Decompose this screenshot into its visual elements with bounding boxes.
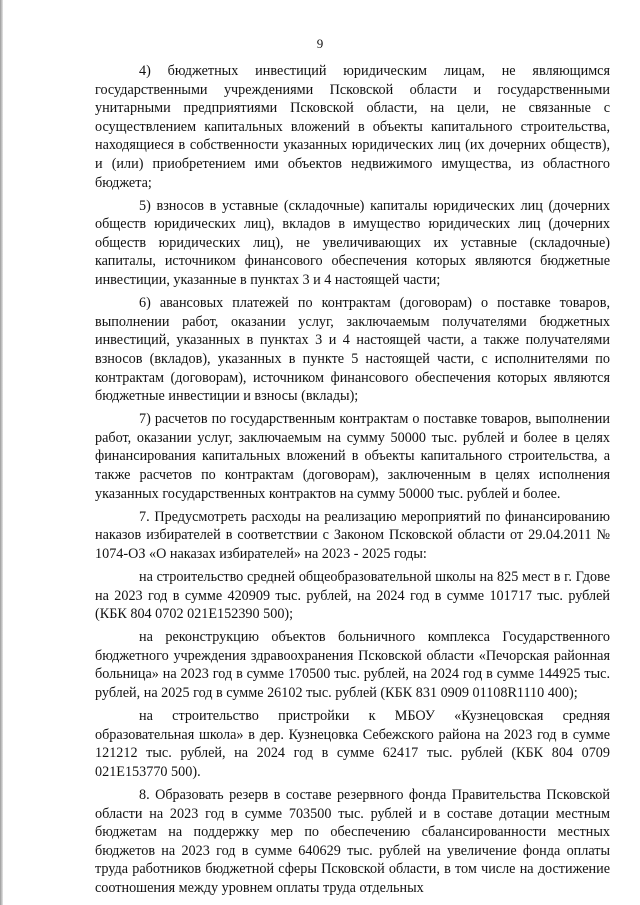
paragraph-school-kuznetsovka: на строительство пристройки к МБОУ «Кузнецовская средняя образовательная школа» в дер. Кузнецовка Себежского района на 2023 год в сумме 121212 тыс. рублей, на 2024 год в сумме 62417 тыс. рублей (КБК 804 0709 021Е153770 500). (95, 708, 610, 780)
paragraph-item-5: 5) взносов в уставные (складочные) капиталы юридических лиц (дочерних обществ юридических лиц), вкладов в имущество юридических лиц (дочерних обществ юридических лиц), не увеличивающих их уставные (складочные) капиталы, источником финансового обеспечения которых являются бюджетные инвестиции, указанные в пунктах 3 и 4 настоящей части; (95, 197, 610, 289)
paragraph-item-6: 6) авансовых платежей по контрактам (договорам) о поставке товаров, выполнении работ, оказании услуг, заключаемым получателями бюджетных инвестиций, указанных в пунктах 3 и 4 настоящей части, а также получателями взносов (вкладов), указанных в пункте 5 настоящей части, с исполнителями по контрактам (договорам), источником финансового обеспечения которых являются бюджетные инвестиции и взносы (вклады); (95, 295, 610, 405)
paragraph-item-4: 4) бюджетных инвестиций юридическим лицам, не являющимся государственными учреждениями Псковской области и государственными унитарными предприятиями Псковской области, на цели, не связанные с осуществлением капитальных вложений в объекты капитального строительства, находящиеся в собственности указанных юридических лиц (их дочерних обществ), и (или) приобретением ими объектов недвижимого имущества, из областного бюджета; (95, 63, 610, 191)
paragraph-section-8: 8. Образовать резерв в составе резервного фонда Правительства Псковской области на 2023 год в сумме 703500 тыс. рублей и в составе дотации местным бюджетам на поддержку мер по обеспечению сбалансированности местных бюджетов на 2023 год в сумме 640629 тыс. рублей на увеличение фонда оплаты труда работников бюджетной сферы Псковской области, в том числе на достижение соотношения между уровнем оплаты труда отдельных (95, 786, 610, 896)
paragraph-section-7: 7. Предусмотреть расходы на реализацию мероприятий по финансированию наказов избирателей в соответствии с Законом Псковской области от 29.04.2011 № 1074-ОЗ «О наказах избирателей» на 2023 - 2025 годы: (95, 508, 610, 562)
paragraph-item-7: 7) расчетов по государственным контрактам о поставке товаров, выполнении работ, оказании услуг, заключаемым на сумму 50000 тыс. рублей и более в целях финансирования капитальных вложений в объекты капитального строительства, а также расчетов по контрактам (договорам), заключенным в целях исполнения указанных государственных контрактов на сумму 50000 тыс. рублей и более. (95, 411, 610, 502)
paragraph-school-gdov: на строительство средней общеобразовательной школы на 825 мест в г. Гдове на 2023 год в сумме 420909 тыс. рублей, на 2024 год в сумме 101717 тыс. рублей (КБК 804 0702 021Е152390 500); (95, 568, 610, 623)
document-body (95, 62, 610, 902)
paragraph-hospital-pechory: на реконструкцию объектов больничного комплекса Государственного бюджетного учреждения здравоохранения Псковской области «Печорская районная больница» на 2023 год в сумме 170500 тыс. рублей, на 2024 год в сумме 144925 тыс. рублей, на 2025 год в сумме 26102 тыс. рублей (КБК 831 0909 01108R1110 400); (95, 629, 610, 701)
scan-edge (0, 0, 3, 905)
page-number: 9 (316, 36, 324, 51)
